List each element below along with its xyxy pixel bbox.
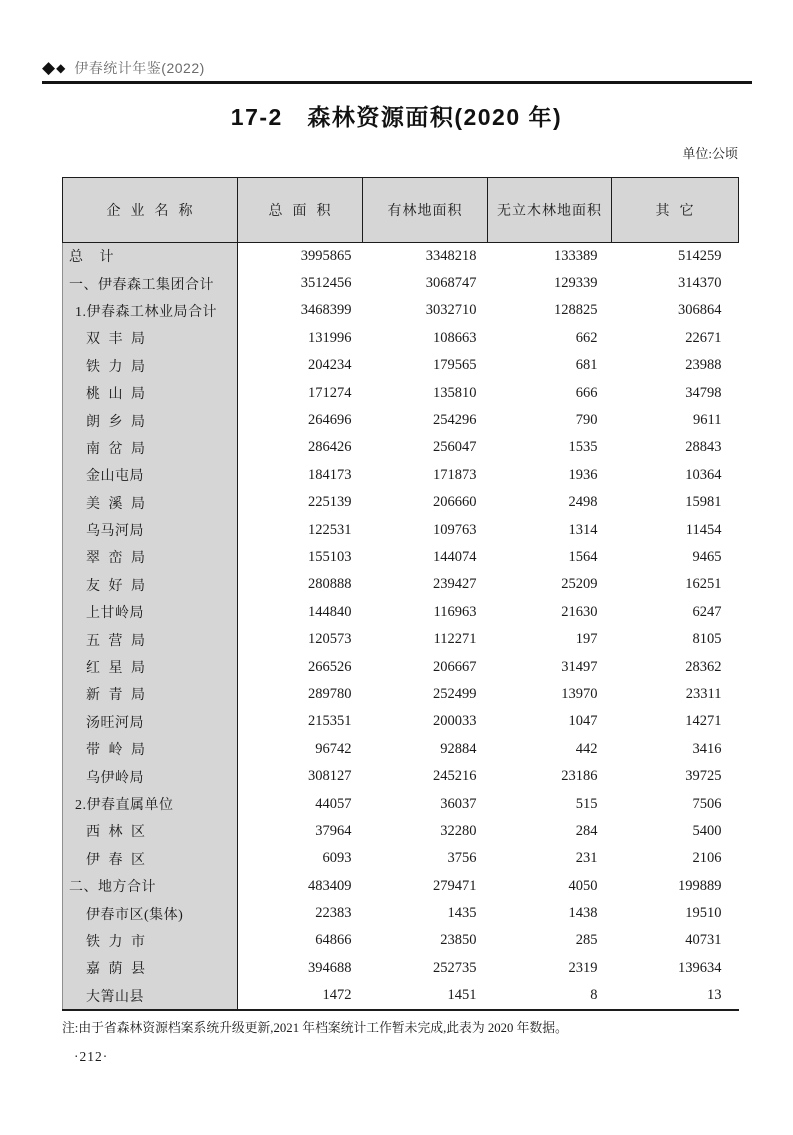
value-cell: 666 — [575, 384, 598, 401]
value-cell: 144840 — [308, 603, 352, 620]
value-cell: 131996 — [308, 329, 352, 346]
enterprise-name-cell: 二、地方合计 — [63, 872, 238, 899]
column-header-forested-area: 有林地面积 — [363, 177, 488, 242]
value-cell: 22383 — [315, 905, 352, 922]
enterprise-name-cell: 铁 力 局 — [63, 352, 238, 379]
value-cell: 314370 — [678, 275, 722, 292]
value-cell: 1451 — [363, 982, 488, 1010]
table-row — [63, 736, 739, 763]
value-cell: 23311 — [685, 685, 722, 702]
header-row — [63, 177, 739, 242]
column-header-enterprise: 企 业 名 称 — [63, 177, 238, 242]
value-cell: 34798 — [685, 384, 722, 401]
value-cell: 199889 — [678, 877, 722, 894]
enterprise-name-cell: 美 溪 局 — [63, 489, 238, 516]
enterprise-name-cell: 乌伊岭局 — [63, 763, 238, 790]
value-cell: 128825 — [554, 302, 598, 319]
value-cell: 3468399 — [300, 302, 352, 319]
value-cell: 394688 — [308, 959, 352, 976]
value-cell: 1535 — [568, 439, 598, 456]
value-cell: 171873 — [433, 466, 477, 483]
value-cell: 23186 — [561, 768, 598, 785]
enterprise-name-cell: 翠 峦 局 — [63, 544, 238, 571]
table-row — [63, 982, 739, 1010]
page-header-banner — [42, 58, 753, 78]
table-row — [63, 544, 739, 571]
value-cell: 483409 — [308, 877, 352, 894]
table-row — [63, 900, 739, 927]
table-row — [63, 489, 739, 516]
value-cell: 8 — [488, 982, 612, 1010]
value-cell: 5400 — [692, 822, 722, 839]
value-cell: 264696 — [308, 412, 352, 429]
value-cell: 204234 — [308, 357, 352, 374]
value-cell: 171274 — [308, 384, 352, 401]
value-cell: 116963 — [433, 603, 477, 620]
column-header-nonstocked-area: 无立木林地面积 — [488, 177, 612, 242]
value-cell: 129339 — [554, 275, 598, 292]
value-cell: 15981 — [685, 494, 722, 511]
value-cell: 1438 — [568, 905, 598, 922]
table-row — [63, 516, 739, 543]
value-cell: 64866 — [315, 932, 352, 949]
enterprise-name-cell: 双 丰 局 — [63, 325, 238, 352]
value-cell: 1936 — [568, 466, 598, 483]
forest-area-table — [62, 177, 739, 1012]
enterprise-name-cell: 上甘岭局 — [63, 599, 238, 626]
table-row — [63, 626, 739, 653]
value-cell: 252499 — [433, 685, 477, 702]
value-cell: 122531 — [308, 521, 352, 538]
value-cell: 3068747 — [425, 275, 477, 292]
table-row — [63, 708, 739, 735]
value-cell: 36037 — [440, 795, 477, 812]
value-cell: 39725 — [685, 768, 722, 785]
enterprise-name-cell: 伊春市区(集体) — [63, 900, 238, 927]
value-cell: 31497 — [561, 658, 598, 675]
value-cell: 10364 — [685, 466, 722, 483]
value-cell: 256047 — [433, 439, 477, 456]
value-cell: 514259 — [678, 247, 722, 264]
table-row — [63, 818, 739, 845]
enterprise-name-cell: 红 星 局 — [63, 653, 238, 680]
enterprise-name-cell: 一、伊春森工集团合计 — [63, 270, 238, 297]
value-cell: 23850 — [440, 932, 477, 949]
value-cell: 280888 — [308, 576, 352, 593]
value-cell: 109763 — [433, 521, 477, 538]
value-cell: 14271 — [685, 713, 722, 730]
value-cell: 2498 — [568, 494, 598, 511]
value-cell: 1472 — [238, 982, 363, 1010]
table-body — [63, 242, 739, 1010]
value-cell: 139634 — [678, 959, 722, 976]
value-cell: 22671 — [685, 329, 722, 346]
yearbook-title: 伊春统计年鉴(2022) — [74, 60, 205, 76]
value-cell: 44057 — [315, 795, 352, 812]
enterprise-name-cell: 2.伊春直属单位 — [63, 790, 238, 817]
table-row — [63, 845, 739, 872]
value-cell: 155103 — [308, 548, 352, 565]
table-row — [63, 242, 739, 270]
value-cell: 215351 — [308, 713, 352, 730]
value-cell: 13970 — [561, 685, 598, 702]
value-cell: 252735 — [433, 959, 477, 976]
enterprise-name-cell: 铁 力 市 — [63, 927, 238, 954]
value-cell: 2319 — [568, 959, 598, 976]
value-cell: 13 — [612, 982, 739, 1010]
value-cell: 11454 — [685, 521, 722, 538]
value-cell: 6093 — [322, 850, 352, 867]
table-row — [63, 434, 739, 461]
diamond-icon: ◆ — [42, 57, 56, 78]
value-cell: 681 — [575, 357, 598, 374]
enterprise-name-cell: 新 青 局 — [63, 681, 238, 708]
value-cell: 96742 — [315, 740, 352, 757]
table-row — [63, 653, 739, 680]
value-cell: 1435 — [447, 905, 477, 922]
table-row — [63, 379, 739, 406]
value-cell: 266526 — [308, 658, 352, 675]
table-row — [63, 462, 739, 489]
value-cell: 1047 — [568, 713, 598, 730]
enterprise-name-cell: 南 岔 局 — [63, 434, 238, 461]
value-cell: 289780 — [308, 685, 352, 702]
page-number: ·212· — [74, 1049, 109, 1065]
value-cell: 239427 — [433, 576, 477, 593]
table-row — [63, 599, 739, 626]
value-cell: 3416 — [692, 740, 722, 757]
value-cell: 25209 — [561, 576, 598, 593]
enterprise-name-cell: 五 营 局 — [63, 626, 238, 653]
value-cell: 231 — [575, 850, 598, 867]
value-cell: 23988 — [685, 357, 722, 374]
header-rule — [42, 81, 752, 84]
value-cell: 108663 — [433, 329, 477, 346]
value-cell: 92884 — [440, 740, 477, 757]
value-cell: 442 — [575, 740, 598, 757]
value-cell: 662 — [575, 329, 598, 346]
enterprise-name-cell: 乌马河局 — [63, 516, 238, 543]
table-row — [63, 325, 739, 352]
value-cell: 285 — [575, 932, 598, 949]
value-cell: 254296 — [433, 412, 477, 429]
value-cell: 32280 — [440, 822, 477, 839]
value-cell: 3032710 — [425, 302, 477, 319]
value-cell: 3756 — [447, 850, 477, 867]
forest-area-table-wrapper — [62, 177, 793, 1012]
value-cell: 8105 — [692, 631, 722, 648]
enterprise-name-cell: 大箐山县 — [63, 982, 238, 1010]
value-cell: 179565 — [433, 357, 477, 374]
table-row — [63, 681, 739, 708]
value-cell: 1564 — [568, 548, 598, 565]
value-cell: 2106 — [692, 850, 722, 867]
value-cell: 40731 — [685, 932, 722, 949]
value-cell: 28843 — [685, 439, 722, 456]
value-cell: 120573 — [308, 631, 352, 648]
value-cell: 133389 — [554, 247, 598, 264]
table-row — [63, 297, 739, 324]
table-row — [63, 270, 739, 297]
enterprise-name-cell: 朗 乡 局 — [63, 407, 238, 434]
enterprise-name-cell: 桃 山 局 — [63, 379, 238, 406]
value-cell: 19510 — [685, 905, 722, 922]
value-cell: 28362 — [685, 658, 722, 675]
table-row — [63, 763, 739, 790]
value-cell: 4050 — [568, 877, 598, 894]
table-row — [63, 407, 739, 434]
value-cell: 245216 — [433, 768, 477, 785]
value-cell: 206660 — [433, 494, 477, 511]
value-cell: 9611 — [693, 412, 722, 429]
value-cell: 3995865 — [300, 247, 352, 264]
column-header-other: 其 它 — [612, 177, 739, 242]
table-header — [63, 177, 739, 242]
enterprise-name-cell: 嘉 荫 县 — [63, 955, 238, 982]
value-cell: 200033 — [433, 713, 477, 730]
value-cell: 306864 — [678, 302, 722, 319]
value-cell: 37964 — [315, 822, 352, 839]
enterprise-name-cell: 总 计 — [63, 242, 238, 270]
value-cell: 1314 — [568, 521, 598, 538]
value-cell: 21630 — [561, 603, 598, 620]
value-cell: 790 — [575, 412, 598, 429]
enterprise-name-cell: 伊 春 区 — [63, 845, 238, 872]
value-cell: 284 — [575, 822, 598, 839]
column-header-total-area: 总 面 积 — [238, 177, 363, 242]
unit-label: 单位:公顷 — [682, 145, 738, 161]
value-cell: 3512456 — [300, 275, 352, 292]
value-cell: 184173 — [308, 466, 352, 483]
diamond-small-icon: ◆ — [56, 61, 66, 75]
value-cell: 225139 — [308, 494, 352, 511]
value-cell: 286426 — [308, 439, 352, 456]
enterprise-name-cell: 1.伊春森工林业局合计 — [63, 297, 238, 324]
value-cell: 515 — [575, 795, 598, 812]
value-cell: 135810 — [433, 384, 477, 401]
table-row — [63, 790, 739, 817]
value-cell: 197 — [575, 631, 598, 648]
value-cell: 16251 — [685, 576, 722, 593]
value-cell: 9465 — [692, 548, 722, 565]
enterprise-name-cell: 汤旺河局 — [63, 708, 238, 735]
value-cell: 6247 — [692, 603, 722, 620]
page-title: 17-2 森林资源面积(2020 年) — [230, 103, 563, 130]
value-cell: 279471 — [433, 877, 477, 894]
enterprise-name-cell: 友 好 局 — [63, 571, 238, 598]
value-cell: 308127 — [308, 768, 352, 785]
table-row — [63, 571, 739, 598]
enterprise-name-cell: 西 林 区 — [63, 818, 238, 845]
table-row — [63, 872, 739, 899]
value-cell: 7506 — [692, 795, 722, 812]
table-row — [63, 955, 739, 982]
value-cell: 144074 — [433, 548, 477, 565]
footnote: 注:由于省森林资源档案系统升级更新,2021 年档案统计工作暂未完成,此表为 2020 年数据。 — [62, 1021, 568, 1036]
table-row — [63, 352, 739, 379]
value-cell: 112271 — [433, 631, 477, 648]
table-row — [63, 927, 739, 954]
value-cell: 3348218 — [425, 247, 477, 264]
enterprise-name-cell: 金山屯局 — [63, 462, 238, 489]
value-cell: 206667 — [433, 658, 477, 675]
enterprise-name-cell: 带 岭 局 — [63, 736, 238, 763]
